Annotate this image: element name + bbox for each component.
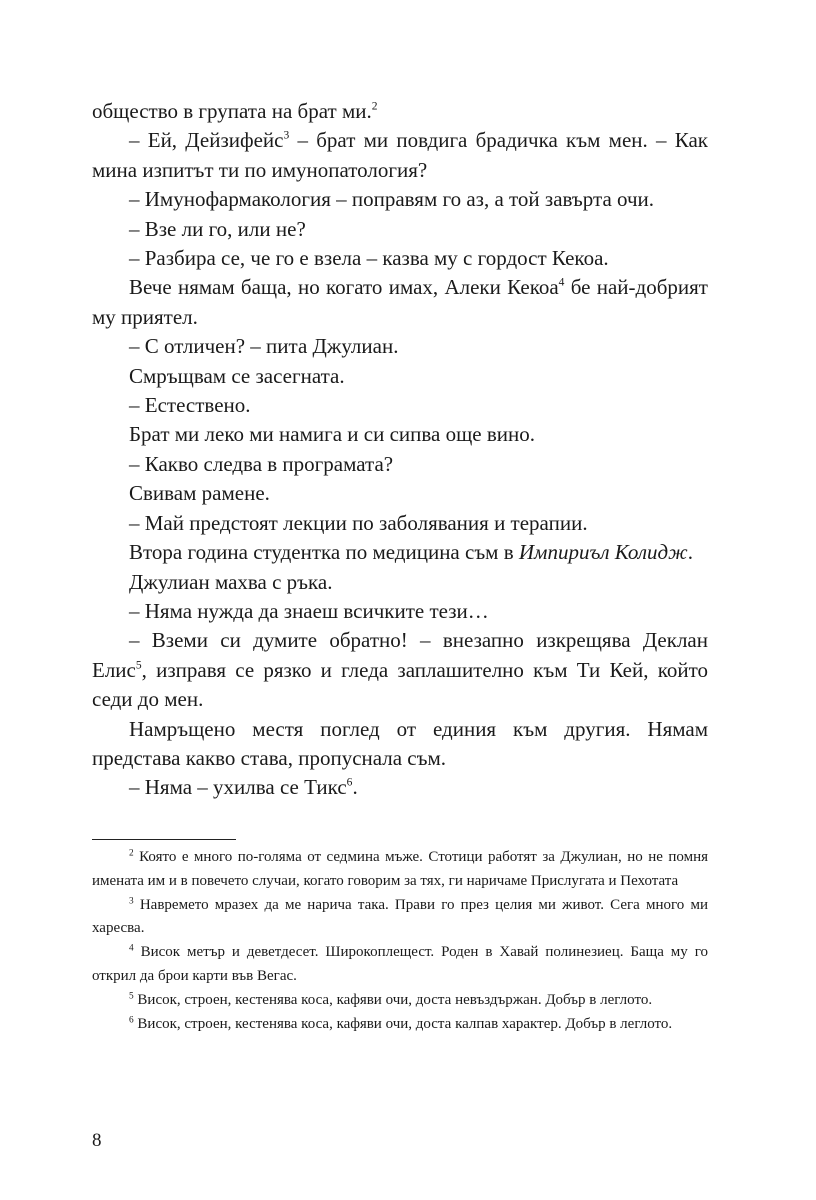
footnote-ref-5[interactable]: 5 bbox=[135, 659, 142, 672]
college-name: Импириъл Колидж bbox=[518, 540, 688, 565]
footnote-ref-2[interactable]: 2 bbox=[371, 100, 378, 113]
paragraph-15: Джулиан махва с ръка. bbox=[129, 569, 333, 594]
paragraph-12: Свивам рамене. bbox=[129, 481, 270, 506]
paragraph-9: – Естествено. bbox=[129, 393, 251, 418]
paragraph-3: – Имунофармакология – поправям го аз, а той завърта очи. bbox=[129, 187, 655, 212]
paragraph-17: – Вземи си думите обратно! – внезапно изкрещява Деклан Елис$^5$, изправя се рязко и гледа заплашително към Ти Кей, който седи до мен. bbox=[92, 628, 708, 712]
footnotes-section bbox=[92, 846, 708, 1036]
paragraph-19: – Няма – ухилва се Тикс$^6$. bbox=[129, 775, 358, 800]
paragraph-2: – Ей, Дейзифейс$^3$ – брат ми повдига брадичка към мен. – Как мина изпитът ти по имунопатология? bbox=[92, 128, 708, 182]
paragraph-11: – Какво следва в програмата? bbox=[129, 451, 394, 476]
footnote-3: $^3$ Навремето мразех да ме нарича така. Прави го през целия ми живот. Сега много ми харесва. bbox=[92, 896, 708, 937]
footnote-ref-6[interactable]: 6 bbox=[346, 776, 353, 789]
paragraph-4: – Взе ли го, или не? bbox=[129, 216, 306, 241]
footnote-2: $^2$ Която е много по-голяма от седмина мъже. Стотици работят за Джулиан, но не помня имената им и в повечето случаи, когато говорим за тях, ги наричаме Прислугата и Пехотата bbox=[92, 848, 709, 889]
paragraph-5: – Разбира се, че го е взела – казва му с гордост Кекоа. bbox=[129, 246, 609, 271]
paragraph-10: Брат ми леко ми намига и си сипва още вино. bbox=[129, 422, 535, 447]
paragraph-7: – С отличен? – пита Джулиан. bbox=[129, 334, 399, 359]
main-text bbox=[92, 97, 708, 803]
paragraph-6: Вече нямам баща, но когато имах, Алеки Кекоа$^4$ бе най-добрият му приятел. bbox=[92, 275, 708, 329]
paragraph-14: Втора година студентка по медицина съм в Импириъл Колидж. bbox=[129, 540, 693, 565]
footnote-ref-4[interactable]: 4 bbox=[558, 276, 565, 289]
paragraph-8: Смръщвам се засегната. bbox=[129, 363, 345, 388]
paragraph-16: – Няма нужда да знаеш всичките тези… bbox=[129, 598, 489, 623]
paragraph-13: – Май предстоят лекции по заболявания и терапии. bbox=[129, 510, 588, 535]
footnote-ref-3[interactable]: 3 bbox=[283, 129, 290, 142]
footnote-5: $^5$ Висок, строен, кестенява коса, кафяви очи, доста невъздържан. Добър в леглото. bbox=[129, 991, 653, 1008]
paragraph-1: общество в групата на брат ми.$^2$ bbox=[92, 99, 378, 123]
footnote-4: $^4$ Висок метър и деветдесет. Широкоплещест. Роден в Хавай полинезиец. Баща му го открил да брои карти във Вегас. bbox=[92, 943, 708, 984]
book-page-body bbox=[92, 97, 708, 803]
footnote-6: $^6$ Висок, строен, кестенява коса, кафяви очи, доста калпав характер. Добър в леглото. bbox=[129, 1015, 673, 1032]
footnote-divider bbox=[92, 839, 236, 840]
paragraph-18: Намръщено местя поглед от единия към другия. Нямам представа какво става, пропуснала съм. bbox=[92, 716, 708, 770]
page-number: 8 bbox=[92, 1130, 102, 1151]
